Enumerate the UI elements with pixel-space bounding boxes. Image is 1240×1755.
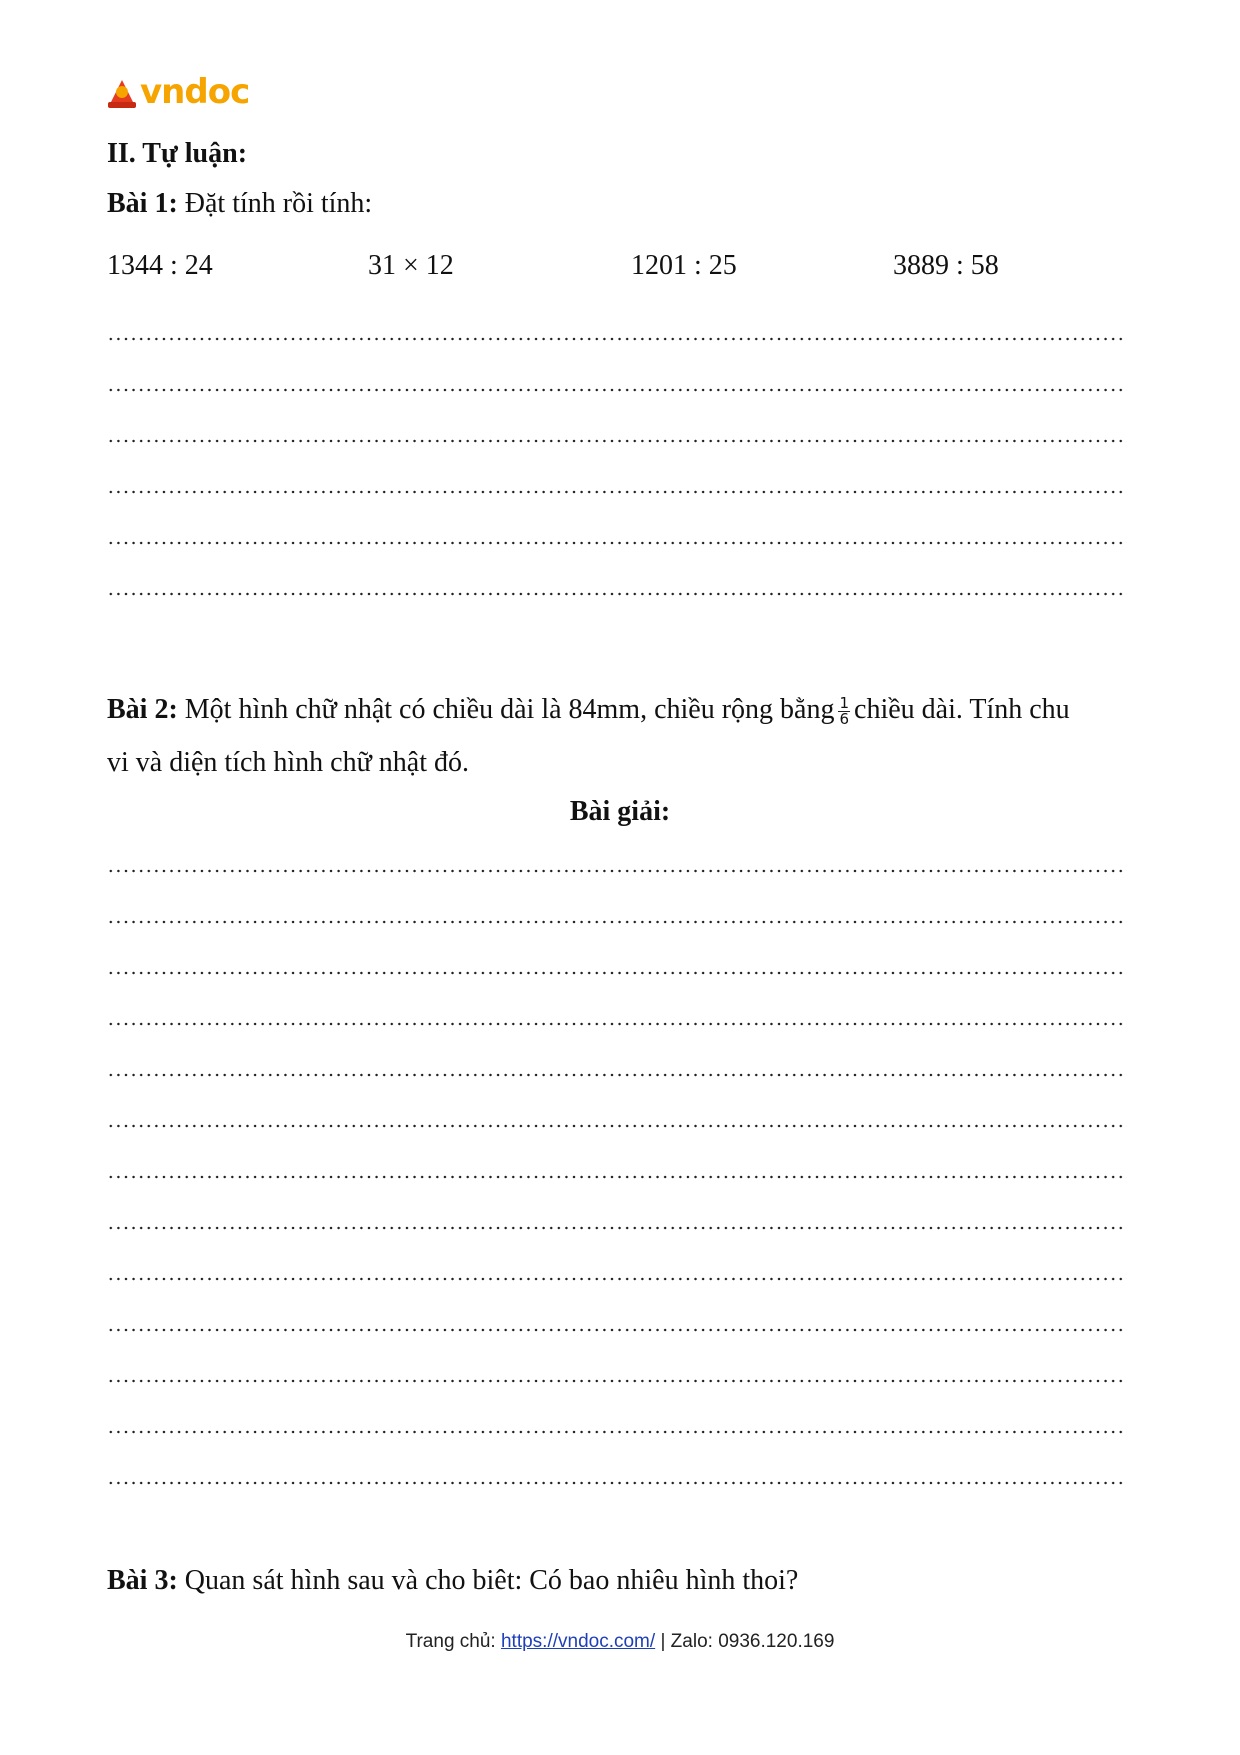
exercise-2-line-1 — [107, 690, 1070, 730]
vndoc-mascot-icon — [106, 74, 138, 110]
answer-line — [107, 920, 1127, 924]
exercise-1-label: Bài 1: — [107, 188, 178, 219]
expression-1: 1344 : 24 — [107, 250, 213, 281]
answer-line — [107, 1430, 1127, 1434]
exercise-2-line-2: vi và diện tích hình chữ nhật đó. — [107, 747, 469, 778]
answer-line — [107, 1175, 1127, 1179]
logo-wordmark: vndoc — [140, 72, 250, 112]
exercise-1-prompt — [107, 184, 372, 224]
answer-line — [107, 1073, 1127, 1077]
answer-line — [107, 337, 1127, 341]
vndoc-logo — [106, 74, 249, 110]
answer-line — [107, 1481, 1127, 1485]
expression-2: 31 × 12 — [368, 250, 454, 281]
footer-prefix: Trang chủ: — [405, 1631, 501, 1652]
homepage-link[interactable]: https://vndoc.com/ — [500, 1631, 656, 1652]
answer-line — [107, 490, 1127, 494]
exercise-3-text: Quan sát hình sau và cho biêt: Có bao nhiêu hình thoi? — [184, 1565, 799, 1596]
answer-line — [107, 1277, 1127, 1281]
exercise-3-prompt — [107, 1561, 798, 1601]
answer-line — [107, 971, 1127, 975]
answer-line — [107, 541, 1127, 545]
fraction-one-sixth — [838, 696, 850, 727]
exercise-1-text: Đặt tính rồi tính: — [184, 188, 373, 219]
expression-3: 1201 : 25 — [631, 250, 737, 281]
answer-line — [107, 1124, 1127, 1128]
answer-line — [107, 1379, 1127, 1383]
fraction-denominator: 6 — [839, 710, 850, 729]
exercise-2-text-after: chiều dài. Tính chu — [854, 694, 1070, 725]
exercise-2-text-before: Một hình chữ nhật có chiều dài là 84mm, chiều rộng bằng — [184, 694, 835, 725]
answer-line — [107, 439, 1127, 443]
footer-separator: | — [655, 1631, 671, 1652]
section-title: II. Tự luận: — [107, 138, 248, 169]
answer-line — [107, 592, 1127, 596]
exercise-3-label: Bài 3: — [107, 1565, 178, 1596]
solution-title: Bài giải: — [569, 796, 671, 827]
fraction-numerator: 1 — [839, 694, 850, 713]
answer-line — [107, 388, 1127, 392]
page-footer — [0, 1631, 1240, 1653]
answer-line — [107, 1226, 1127, 1230]
expression-4: 3889 : 58 — [893, 250, 999, 281]
exercise-2-label: Bài 2: — [107, 694, 178, 725]
answer-line — [107, 1022, 1127, 1026]
answer-line — [107, 1328, 1127, 1332]
answer-line — [107, 869, 1127, 873]
footer-zalo: Zalo: 0936.120.169 — [670, 1631, 835, 1652]
